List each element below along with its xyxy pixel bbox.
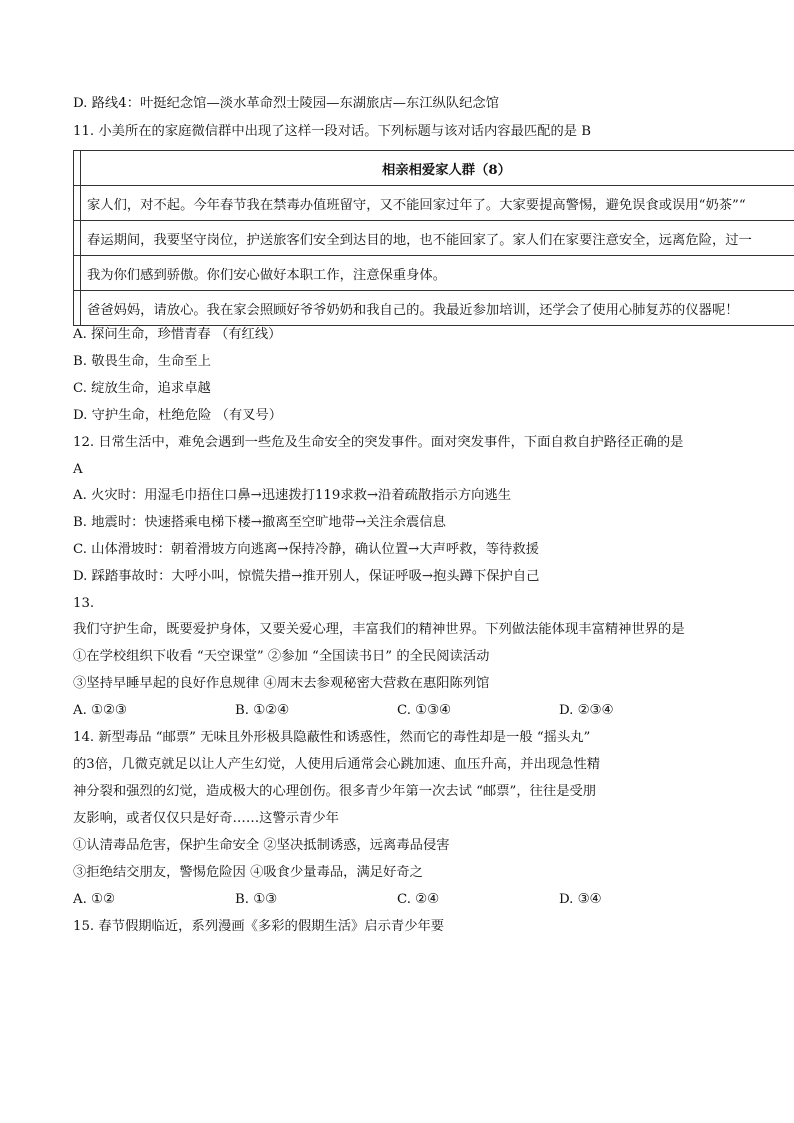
question-14-line-3: 神分裂和强烈的幻觉，造成极大的心理创伤。很多青少年第一次去试 “邮票”，往往是受朋: [73, 784, 597, 799]
q14-option-c: C. ②④: [397, 892, 439, 907]
chat-row-side: [74, 291, 81, 326]
chat-message: 爸爸妈妈，请放心。我在家会照顾好爷爷奶奶和我自己的。我最近参加培训，还学会了使用心肺复苏的仪器呢！: [81, 291, 794, 326]
q13-option-c: C. ①③④: [397, 703, 451, 718]
q13-option-a: A. ①②③: [73, 703, 127, 718]
chat-row-side: [74, 221, 81, 256]
chat-row-side: [74, 256, 81, 291]
q14-option-a: A. ①②: [73, 892, 115, 907]
q14-option-d: D. ③④: [559, 892, 602, 907]
question-11-stem: 11. 小美所在的家庭微信群中出现了这样一段对话。下列标题与该对话内容最匹配的是 B: [73, 124, 592, 139]
q12-option-b: B. 地震时：快速搭乘电梯下楼→撤离至空旷地带→关注余震信息: [73, 515, 446, 530]
option-line-d4: D. 路线4：叶挺纪念馆—淡水革命烈士陵园—东湖旅店—东江纵队纪念馆: [73, 96, 500, 111]
question-14-line-4: 友影响，或者仅仅只是好奇……这警示青少年: [73, 811, 339, 826]
q14-items-1: ①认清毒品危害，保护生命安全 ②坚决抵制诱惑，远离毒品侵害: [73, 838, 450, 853]
chat-table: [73, 150, 794, 326]
q13-option-d: D. ②③④: [559, 703, 614, 718]
q13-items-2: ③坚持早睡早起的良好作息规律 ④周末去参观秘密大营救在惠阳陈列馆: [73, 676, 490, 691]
q11-option-c: C. 绽放生命，追求卓越: [73, 381, 211, 396]
q12-option-c: C. 山体滑坡时：朝着滑坡方向逃离→保持冷静，确认位置→大声呼救，等待救援: [73, 542, 539, 557]
q12-option-d: D. 踩踏事故时：大呼小叫，惊慌失措→推开别人，保证呼吸→抱头蹲下保护自己: [73, 569, 540, 584]
q11-option-d: D. 守护生命，杜绝危险 （有叉号）: [73, 408, 283, 423]
question-14-line-1: 14. 新型毒品 “邮票” 无味且外形极具隐蔽性和诱惑性，然而它的毒性却是一般 “摇头丸”: [73, 730, 591, 745]
chat-message: 家人们，对不起。今年春节我在禁毒办值班留守，又不能回家过年了。大家要提高警惕，避免误食或误用“奶茶”“: [81, 186, 794, 221]
question-14-line-2: 的3倍，几微克就足以让人产生幻觉，人使用后通常会心跳加速、血压升高，并出现急性精: [73, 757, 601, 772]
question-13-number: 13.: [73, 596, 95, 611]
q11-option-a: A. 探问生命，珍惜青春 （有红线）: [73, 327, 282, 342]
chat-header-side: [74, 151, 81, 186]
q14-items-2: ③拒绝结交朋友，警惕危险因 ④吸食少量毒品，满足好奇之: [73, 865, 423, 880]
q13-items-1: ①在学校组织下收看 “天空课堂” ②参加 “全国读书日” 的全民阅读活动: [73, 649, 490, 664]
question-15-stem: 15. 春节假期临近，系列漫画《多彩的假期生活》启示青少年要: [73, 919, 445, 934]
chat-group-name: 相亲相爱家人群（8）: [81, 151, 794, 186]
question-13-stem: 我们守护生命，既要爱护身体，又要关爱心理，丰富我们的精神世界。下列做法能体现丰富精神世界的是: [73, 622, 685, 637]
chat-row-side: [74, 186, 81, 221]
chat-message: 春运期间，我要坚守岗位，护送旅客们安全到达目的地，也不能回家了。家人们在家要注意安全，远离危险，过一: [81, 221, 794, 256]
q12-option-a: A. 火灾时：用湿毛巾捂住口鼻→迅速拨打119求救→沿着疏散指示方向逃生: [73, 488, 512, 503]
chat-message: 我为你们感到骄傲。你们安心做好本职工作，注意保重身体。: [81, 256, 794, 291]
q14-option-b: B. ①③: [235, 892, 278, 907]
q13-option-b: B. ①②④: [235, 703, 289, 718]
question-12-stem: 12. 日常生活中，难免会遇到一些危及生命安全的突发事件。面对突发事件，下面自救自护路径正确的是: [73, 435, 684, 450]
q11-option-b: B. 敬畏生命，生命至上: [73, 354, 211, 369]
question-12-answer: A: [73, 462, 83, 477]
